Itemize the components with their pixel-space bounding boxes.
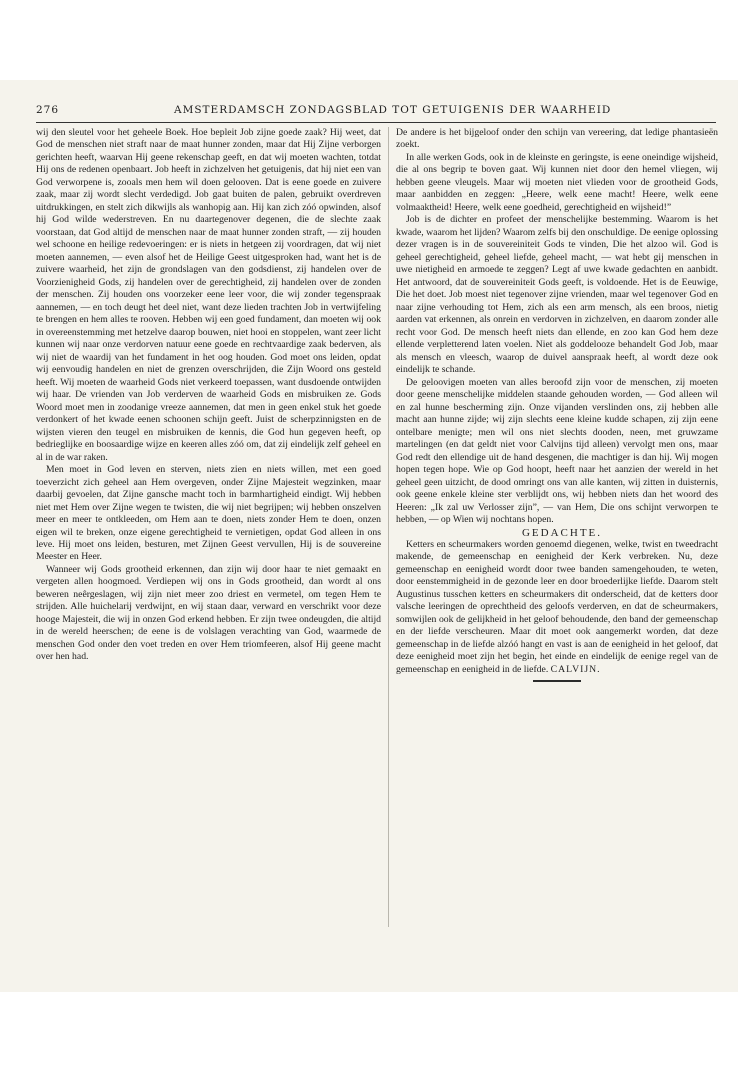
running-title: AMSTERDAMSCH ZONDAGSBLAD TOT GETUIGENIS DER WAARHEID [174, 104, 612, 116]
page-number: 276 [36, 104, 60, 116]
right-paragraph-4: De geloovigen moeten van alles beroofd zijn voor de menschen, zij moeten door geene menschelijke middelen staande gehouden worden, — God alleen wil en zal hunne bescherming zijn. Onze vijanden verslinden ons, zij hebben alle macht aan hunne zijde; wij zijn slechts eene kleine kudde schapen, zij zijn eene ontelbare menigte; men wil ons niet slechts dooden, neen, met gruwzame martelingen (en dat geldt niet voor Calvijns tijd alleen) vervolgt men ons, maar God redt den ellendige uit de hand desgenen, die machtiger is dan hij. Wij mogen hopen tegen hope. Wie op God hoopt, heeft naar het aanzien der wereld in het geheel geen uitzicht, de dood omringt ons van alle kanten, wij zitten in duisternis, ook geene enkele kleine ster verblijdt ons, wij hebben niets dan het woord des Heeren: „Ik zal uw Verlosser zijn”, — van Hem, Die ons schijnt verworpen te hebben, — op Wien wij nochtans hopen. [396, 376, 718, 526]
right-paragraph-2: In alle werken Gods, ook in de kleinste en geringste, is eene oneindige wijsheid, die al ons begrip te boven gaat. Wij kunnen niet door den hemel vliegen, wij hebben geene vleugels. Maar wij moeten niet vlieden voor de grootheid Gods, maar aanbidden en zeggen: „Heere, welk eene macht! Heere, welk eene volmaaktheid! Heere, welk eene goedheid, gerechtigheid en wijsheid!” [396, 151, 718, 213]
right-column [396, 127, 718, 933]
running-header [36, 104, 716, 122]
left-paragraph-2: Men moet in God leven en sterven, niets zien en niets willen, met een goed toeverzicht zich geheel aan Hem overgeven, onder Zijne Majesteit wegzinken, maar daarbij gevoelen, dat Zijne gansche macht toch in barmhartigheid eindigt. Wij hebben niet met Hem over Zijne wegen te twisten, die wij niet begrijpen; wij hebben onszelven meer en meer te ontkleeden, om Hem aan te doen, niets zonder Hem te doen, onzen eigen wil te breken, onze eigene gerechtigheid te vernietigen, opdat God alleen in ons leve. Hij moet ons leiden, besturen, met Zijnen Geest vervullen, Hij is de souvereine Meester en Heer. [36, 464, 381, 563]
section-heading: GEDACHTE. [521, 526, 603, 539]
right-paragraph-3: Job is de dichter en profeet der menschelijke bestemming. Waarom is het kwade, waarom het lijden? Waarom zelfs bij den onschuldige. De eenige oplossing dezer vragen is in de souvereiniteit Gods te vinden, Die het alzoo wil. God is geheel gerechtigheid, geheel liefde, geheel macht, — wat hebt gij menschen in uwe nietigheid en armoede te zeggen? Legt af uwe kwade gedachten en aanbidt. Het antwoord, dat de souvereiniteit Gods geeft, is voldoende. Het is de Eeuwige, Die het doet. Job moest niet tegenover zijne vrienden, maar wel tegenover God en naar zijne verhouding tot Hem, zich als een arm mensch, als een broos, nietig aarden vat erkennen, als onrein en verdorven in zichzelven, en daarom zonder alle recht voor God. De mensch heeft niets dan ellende, en zoo kan God hem deze ellende verpletterend laten voelen. Niet als goddelooze behandelt God Job, maar als mensch en vleesch, waarop de duivel aanspraak heeft, al wordt deze ook eindelijk te schande. [396, 214, 718, 376]
section-paragraph [396, 539, 718, 676]
section-text: Ketters en scheurmakers worden genoemd diegenen, welke, twist en tweedracht makende, de gemeenschap en eenigheid der Kerk verbreken. Nu, deze gemeenschap en eenigheid wordt door twee banden samengehouden, te weten, door eenstemmigheid in de gezonde leer en door broederlijke liefde. Daarom stelt Augustinus tusschen ketters en scheurmakers dit onderscheid, dat de ketters door valsche leeringen de oprechtheid des geloofs verderven, en dat de scheurmakers, somwijlen ook de gelijkheid in het geloof behoudende, den band der gemeenschap en der liefde verscheuren. Maar dit moet ook aangemerkt worden, dat deze gemeenschap in de liefde alzóó hangt en vast is aan de eenigheid in het geloof, dat deze eenigheid moet zijn het begin, het einde en eindelijk de eenige regel van de gemeenschap en eenigheid in de liefde. [396, 538, 718, 675]
left-paragraph-3: Wanneer wij Gods grootheid erkennen, dan zijn wij door haar te niet gemaakt en vergeten allen hoogmoed. Verdiepen wij ons in Gods grootheid, dan wordt al ons beweren neêrgeslagen, wij zijn niet meer zoo driest en vermetel, om tegen Hem te strijden. Alle huichelarij verdwijnt, en wij staan daar, verward en verschrikt voor deze hooge Majesteit, die wij in onzen God erkend hebben. Er zijn twee ondeugden, die altijd in de wereld heerschen; de eene is de volslagen verachting van God, waarmede de menschen God onder den voet treden en over Hem triomfeeren, alsof Hij geene macht over hen had. [36, 563, 381, 663]
signature: CALVIJN. [550, 663, 601, 675]
left-column [36, 127, 381, 933]
column-divider [388, 127, 389, 927]
right-paragraph-1: De andere is het bijgeloof onder den schijn van vereering, dat ledige phantasieën zoekt. [396, 127, 718, 151]
end-rule [533, 680, 581, 682]
left-paragraph-1: wij den sleutel voor het geheele Boek. Hoe bepleit Job zijne goede zaak? Hij weet, dat God de menschen niet straft naar de maat hunner zonden, maar dat Hij Zijne verborgen gerichten heeft, waarvan Hij geene rekenschap geeft, en dat wij moeten wachten, totdat Hij ons de redenen openbaart. Job heeft in zichzelven het getuigenis, dat hij niet een van God verworpene is, zooals men hem wil doen gelooven. Dat is eene goede en zuivere zaak, maar zij wordt slecht verdedigd. Job gaat buiten de palen, gebruikt overdreven uitdrukkingen, en stelt zich dikwijls als wanhopig aan. Hij kan zich zóó opwinden, alsof hij God wilde wederstreven. En nu daartegenover degenen, die de slechte zaak voorstaan, dat God altijd de menschen naar de maat hunner zonden straft, — zij houden wel schoone en heilige redevoeringen: er is niets in hetgeen zij voordragen, dat wij niet moeten aannemen, — even alsof het de Heilige Geest uitgesproken had, want het is de zuivere waarheid, het zijn de grondslagen van den godsdienst, zij handelen over de Voorzienigheid Gods, zij handelen over de gerechtigheid, zij handelen over de zonden der menschen. Zij houden ons voorzeker eene leer voor, die wij zonder tegenspraak aannemen, — en toch deugt het deel niet, want deze lieden trachten Job in vertwijfeling te brengen en hem alles te rooven. Hebben wij een goed fundament, dan moeten wij ook in overeenstemming met hetzelve daarop bouwen, niet hooi en stoppelen, want zeer licht kunnen wij naar onze verdorven natuur eene goede en rechtvaardige zaak bederven, als wij niet de waardij van het fundament in het oog houden. God moet ons leiden, opdat wij eenvoudig handelen en niet de grenzen overschrijden, die Zijn Woord ons gesteld heeft. Wij moeten de waarheid Gods niet verkeerd toepassen, want dusdoende ontwijden wij haar. De vrienden van Job verderven de waarheid Gods en misbruiken ze. Gods Woord moet men in zoodanige vreeze aannemen, dat men in geen enkel stuk het goede verdonkert of het kwade eenen schoonen schijn geeft. Juist de scherpzinnigsten en de wijsten vieren den teugel en misbruiken de kennis, die God hun gegeven heeft, op bedrieglijke en boosaardige wijze en keeren alles zóó om, dat zij eindelijk zelf geheel en al in de war raken. [36, 127, 381, 463]
header-rule [36, 122, 716, 123]
